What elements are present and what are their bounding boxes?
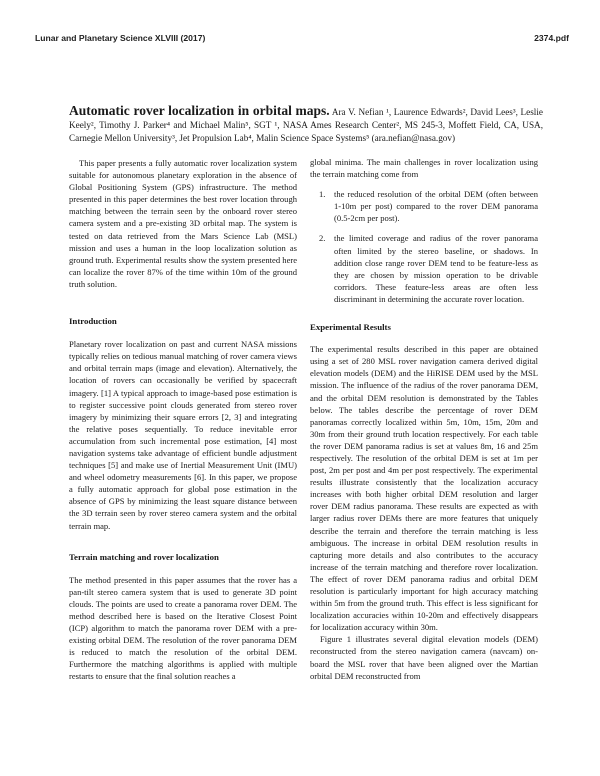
terrain-matching-heading: Terrain matching and rover localization bbox=[69, 551, 219, 562]
abstract-paragraph: This paper presents a fully automatic rover localization system suitable for autonomous planetary exploration in the absence of Global Positioning System (GPS) infrastructure. The method presented in this paper determines the best rover location through matching between the terrain seen by the onboard rover stereo camera system and a pre-existing 3D orbital map. The system is tested on data retrieved from the Mars Science Lab (MSL) mission and uses a human in the loop localization solution as ground truth. Experimental results show the system presented here can localize the rover 87% of the time within 10m of the ground truth solution. bbox=[69, 158, 297, 289]
figure-description-paragraph: Figure 1 illustrates several digital elevation models (DEM) reconstructed from the stereo navigation camera (navcam) on-board the MSL rover that have been aligned over the Martian orbital DEM reconstructed from bbox=[310, 634, 538, 681]
continued-paragraph: global minima. The main challenges in rover localization using the terrain matching come from bbox=[310, 157, 538, 180]
left-column bbox=[69, 157, 297, 683]
running-header-conference: Lunar and Planetary Science XLVIII (2017) bbox=[35, 33, 206, 43]
terrain-matching-paragraph: The method presented in this paper assumes that the rover has a pan-tilt stereo camera system that is used to generate 3D point clouds. The points are used to create a panorama rover DEM. The method described here is based on the Iterative Closest Point (ICP) algorithm to match the panorama rover DEM with a pre-existing orbital DEM. The resolution of the rover panorama DEM is reduced to match the resolution of the orbital DEM. Furthermore the matching algorithms is applied with multiple restarts to ensure that the final solution reaches a bbox=[69, 574, 297, 682]
list-item-number: 1. bbox=[319, 189, 326, 200]
challenge-list bbox=[310, 188, 538, 305]
title-block bbox=[69, 104, 543, 145]
list-item bbox=[310, 232, 538, 305]
paper-title: Automatic rover localization in orbital maps. bbox=[69, 103, 330, 118]
running-header-page-id: 2374.pdf bbox=[534, 33, 569, 43]
experimental-results-paragraph: The experimental results described in this paper are obtained using a set of 280 MSL rover navigation camera derived digital elevation models (DEM) and the HiRISE DEM used by the MSL mission. The influence of the radius of the rover panorama DEM, and the orbital DEM resolution is demonstrated by the Tables below. The tables describe the percentage of rover DEM panoramas correctly localized within 5m, 10m, 15m, 20m and 30m from their ground truth location respectively. For each table the rover DEM panorama radius is set at values 8m, 16 and 25m respectively. The resolution of the orbital DEM is set at 1m per post, 2m per post and 4m per post respectively. The experimental results illustrate consistently that the localization accuracy increases with both higher orbital DEM resolution and larger rover DEM radius panorama. These results are expected as with larger radius rover DEMs there are more features that uniquely describe the terrain and therefore the terrain matching is less ambiguous. The increase in orbital DEM resolution results in capturing more details and also contributes to the accuracy increase of the terrain matching and therefore rover localization. The effect of rover DEM panorama radius and orbital DEM resolution is particularly important for high accuracy matching within 5m from the ground truth. This effect is less significant for localization accuracies within 10-20m and effectively disappears for localization accuracy within 30m. bbox=[310, 344, 538, 633]
introduction-heading: Introduction bbox=[69, 316, 117, 327]
list-item bbox=[310, 188, 538, 224]
list-item-number: 2. bbox=[319, 233, 326, 244]
introduction-paragraph: Planetary rover localization on past and current NASA missions typically relies on tedious manual matching of rover camera views and orbital terrain maps (image and elevation). Alternatively, the location of rovers can occasionally be verified by spacecraft imagery. [1] A typical approach to image-based pose estimation is to register successive point clouds generated from stereo rover imagery by minimizing their square errors [2, 3] and integrating the relative poses sequentially. To reduce inevitable error accumulation from such incremental pose estimation, [4] most navigation systems take advantage of efficient bundle adjustment techniques [5] and make use of Inertial Measurement Unit (IMU) and wheel odometry measurements [6]. In this paper, we propose a fully automatic approach for global pose estimation in the absence of GPS by minimizing the least square distance between the 3D terrain seen by rover stereo camera system and the orbital terrain map. bbox=[69, 339, 297, 531]
list-item-text: the limited coverage and radius of the rover panorama often limited by the stereo baseline, or shadows. In addition close range rover DEM tend to be feature-less as they are chosen by mission operation to be drivable corridors. These feature-less areas are often less discriminant in determining the accurate rover location. bbox=[334, 233, 538, 304]
right-column bbox=[310, 156, 538, 682]
experimental-results-heading: Experimental Results bbox=[310, 322, 391, 333]
author-list: Ara V. Nefian ¹, Laurence Edwards², David Lees³, Leslie Keely², Timothy J. Parker⁴ and Michael Malin⁵, SGT ¹, NASA Ames Research Center², MS 245-3, Moffett Field, CA, USA, Carnegie Mellon University³, Jet Propulsion Lab⁴, Malin Science Space Systems⁵ (ara.nefian@nasa.gov) bbox=[69, 107, 543, 143]
list-item-text: the reduced resolution of the orbital DEM (often between 1-10m per post) compared to the rover DEM panorama (0.5-2cm per post). bbox=[334, 189, 538, 224]
